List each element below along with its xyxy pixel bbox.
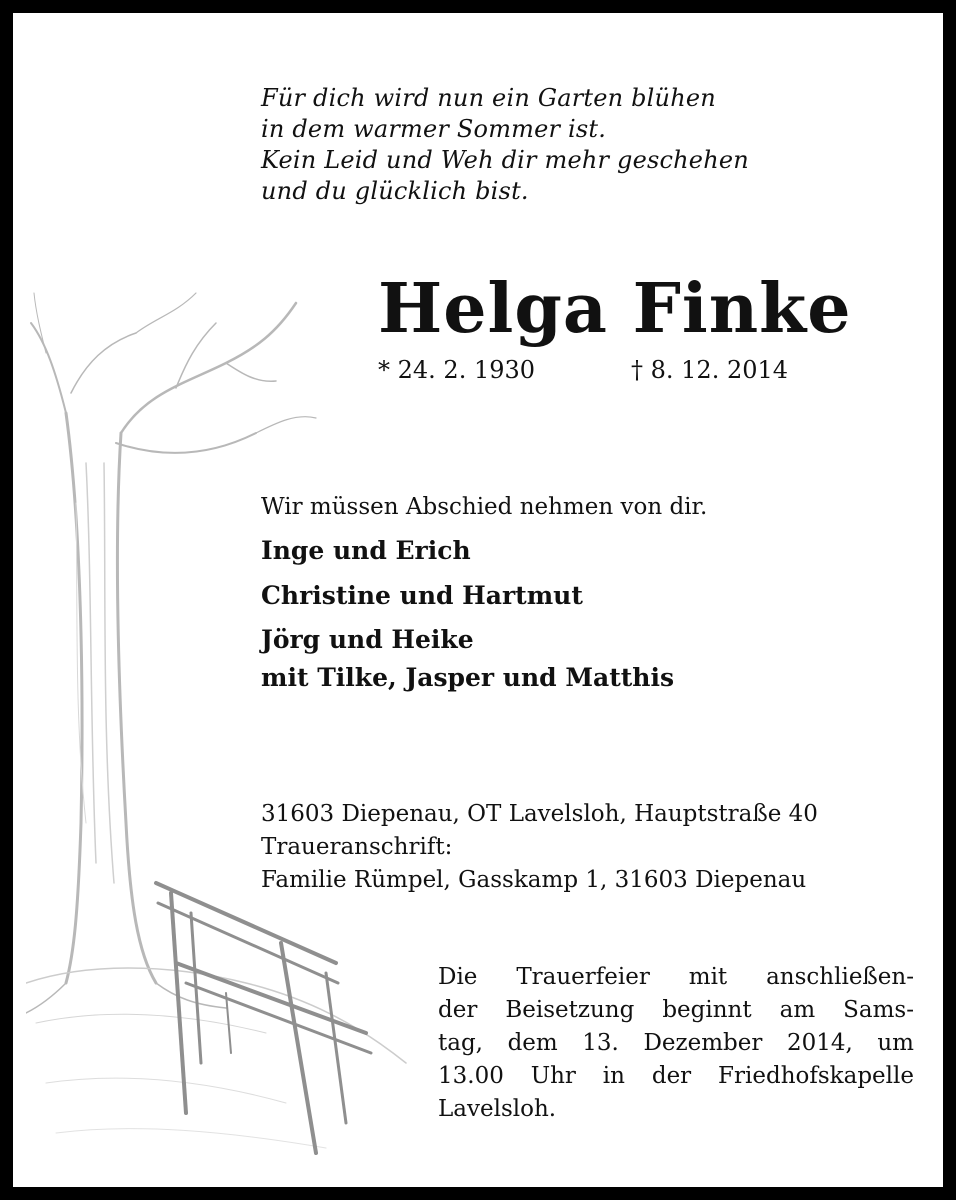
tree-and-bench-sketch-icon	[26, 263, 426, 1163]
mourner-entry: Jörg und Heike	[261, 625, 474, 654]
address-line: 31603 Diepenau, OT Lavelsloh, Hauptstraße 40	[261, 801, 818, 827]
mourner-entry: Christine und Hartmut	[261, 581, 583, 610]
verse-line: Für dich wird nun ein Garten blühen	[261, 84, 716, 112]
verse-line: in dem warmer Sommer ist.	[261, 115, 607, 143]
memorial-verse	[261, 83, 749, 207]
farewell-text: Wir müssen Abschied nehmen von dir.	[261, 494, 708, 520]
ceremony-line: der Beisetzung beginnt am Sams-	[438, 997, 914, 1023]
deceased-name: Helga Finke	[378, 269, 852, 349]
death-date: † 8. 12. 2014	[631, 356, 789, 384]
address-line: Familie Rümpel, Gasskamp 1, 31603 Diepenau	[261, 867, 807, 893]
birth-date: * 24. 2. 1930	[378, 356, 536, 384]
ceremony-line: tag, dem 13. Dezember 2014, um	[438, 1030, 914, 1056]
address-block	[261, 798, 818, 897]
ceremony-line: Die Trauerfeier mit anschließen-	[438, 964, 914, 990]
mourner-entry: Inge und Erich	[261, 536, 471, 565]
verse-line: Kein Leid und Weh dir mehr geschehen	[261, 146, 749, 174]
address-line: Traueranschrift:	[261, 834, 453, 860]
verse-line: und du glücklich bist.	[261, 177, 529, 205]
mourner-entry: mit Tilke, Jasper und Matthis	[261, 663, 675, 692]
ceremony-line: Lavelsloh.	[438, 1096, 557, 1122]
ceremony-line: 13.00 Uhr in der Friedhofskapelle	[438, 1063, 914, 1089]
ceremony-notice	[438, 961, 914, 1126]
